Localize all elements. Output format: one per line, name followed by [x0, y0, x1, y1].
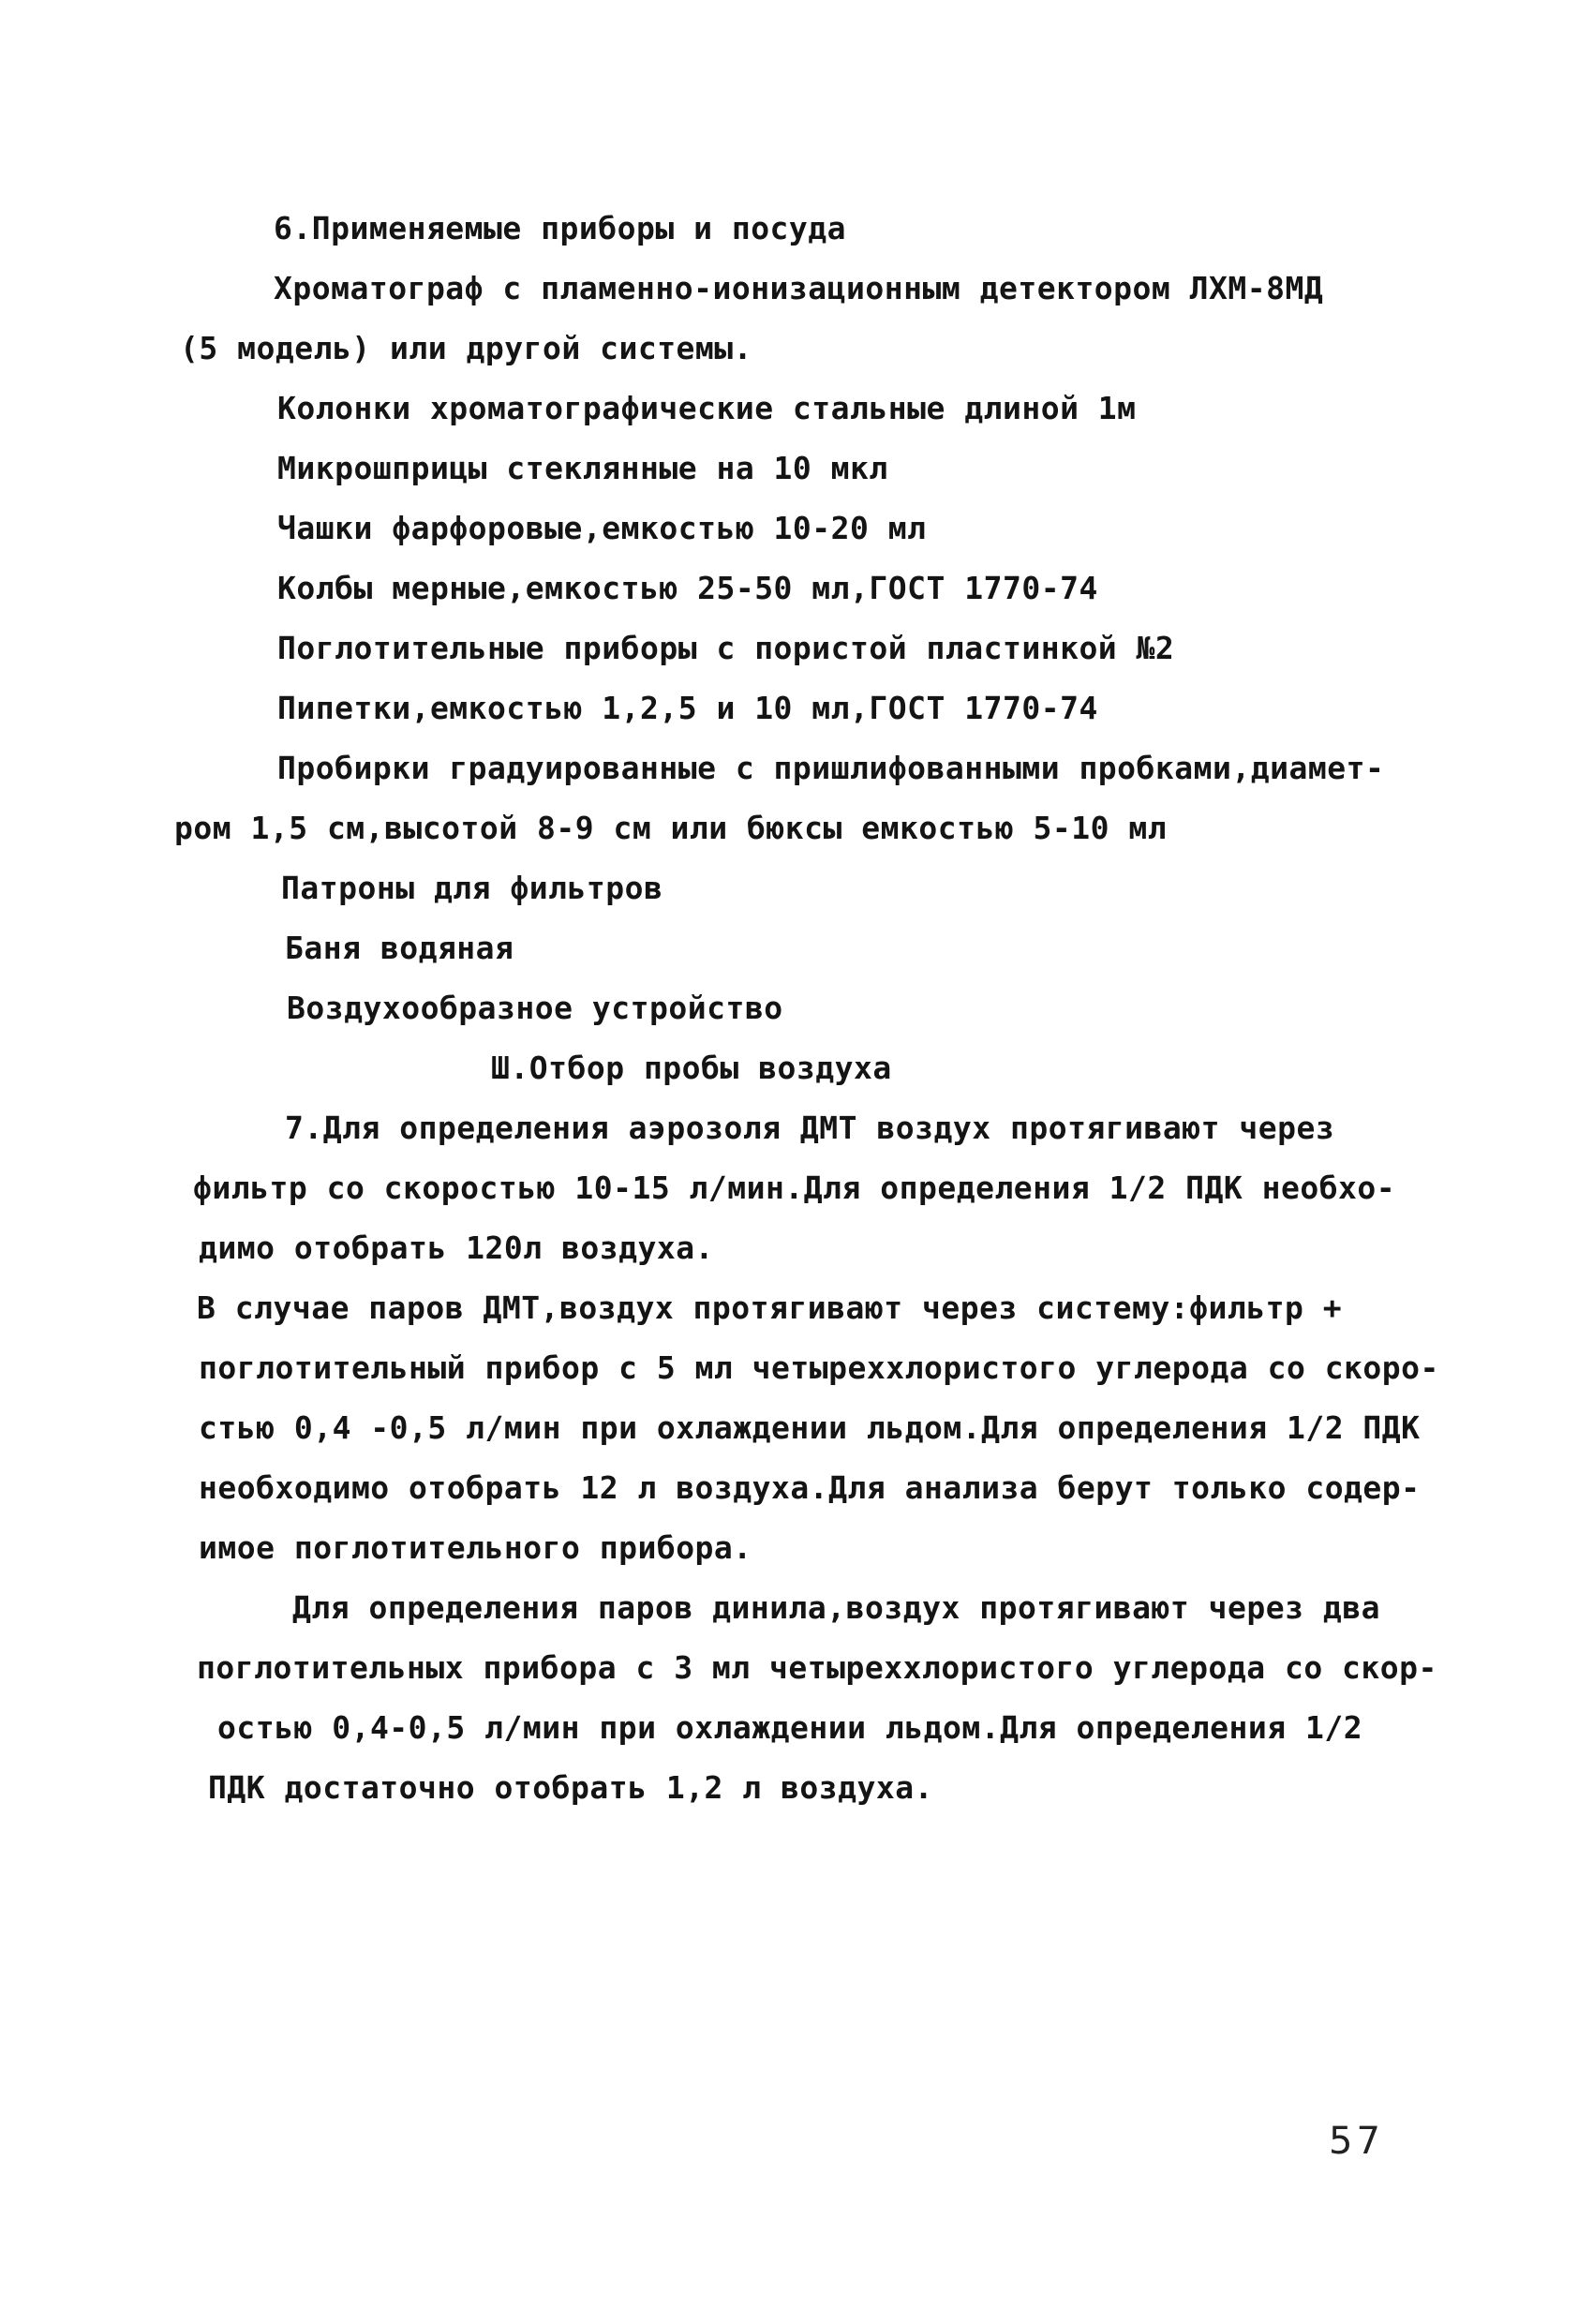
equipment-line: (5 модель) или другой системы.: [180, 330, 753, 366]
equipment-heading: 6.Применяемые приборы и посуда: [274, 210, 847, 246]
equipment-line: Баня водяная: [285, 930, 514, 966]
paragraph-line: имое поглотительного прибора.: [199, 1529, 752, 1566]
paragraph-line: 7.Для определения аэрозоля ДМТ воздух протягивают через: [285, 1110, 1335, 1146]
equipment-line: Пробирки градуированные с пришлифованными пробками,диамет-: [277, 750, 1385, 786]
equipment-line: Колонки хроматографические стальные длиной 1м: [277, 390, 1137, 426]
paragraph-line: поглотительных прибора с 3 мл четыреххлористого углерода со скор-: [197, 1649, 1437, 1686]
equipment-line: Патроны для фильтров: [281, 870, 663, 906]
equipment-line: Воздухообразное устройство: [287, 990, 783, 1026]
equipment-line: Хроматограф с пламенно-ионизационным детектором ЛХМ-8МД: [274, 270, 1324, 306]
paragraph-line: остью 0,4-0,5 л/мин при охлаждении льдом.Для определения 1/2: [217, 1709, 1363, 1746]
paragraph-line: димо отобрать 120л воздуха.: [199, 1229, 714, 1266]
equipment-line: Микрошприцы стеклянные на 10 мкл: [277, 450, 888, 486]
equipment-line: Пипетки,емкостью 1,2,5 и 10 мл,ГОСТ 1770-74: [277, 690, 1098, 726]
equipment-line: Поглотительные приборы с пористой пластинкой №2: [277, 630, 1175, 666]
paragraph-line: необходимо отобрать 12 л воздуха.Для анализа берут только содер-: [199, 1469, 1421, 1506]
paragraph-line: В случае паров ДМТ,воздух протягивают через систему:фильтр +: [197, 1289, 1343, 1326]
paragraph-line: ПДК достаточно отобрать 1,2 л воздуха.: [208, 1769, 933, 1806]
equipment-line: ром 1,5 см,высотой 8-9 см или бюксы емкостью 5-10 мл: [174, 810, 1168, 846]
paragraph-line: стью 0,4 -0,5 л/мин при охлаждении льдом.Для определения 1/2 ПДК: [199, 1409, 1421, 1446]
page-number: 57: [1329, 2120, 1384, 2163]
paragraph-line: Для определения паров динила,воздух протягивают через два: [292, 1589, 1380, 1626]
equipment-line: Колбы мерные,емкостью 25-50 мл,ГОСТ 1770-74: [277, 570, 1098, 606]
paragraph-line: поглотительный прибор с 5 мл четыреххлористого углерода со скоро-: [199, 1349, 1439, 1386]
paragraph-line: фильтр со скоростью 10-15 л/мин.Для определения 1/2 ПДК необхо-: [193, 1169, 1396, 1206]
equipment-line: Чашки фарфоровые,емкостью 10-20 мл: [277, 510, 927, 546]
section-title: Ш.Отбор пробы воздуха: [491, 1050, 892, 1086]
